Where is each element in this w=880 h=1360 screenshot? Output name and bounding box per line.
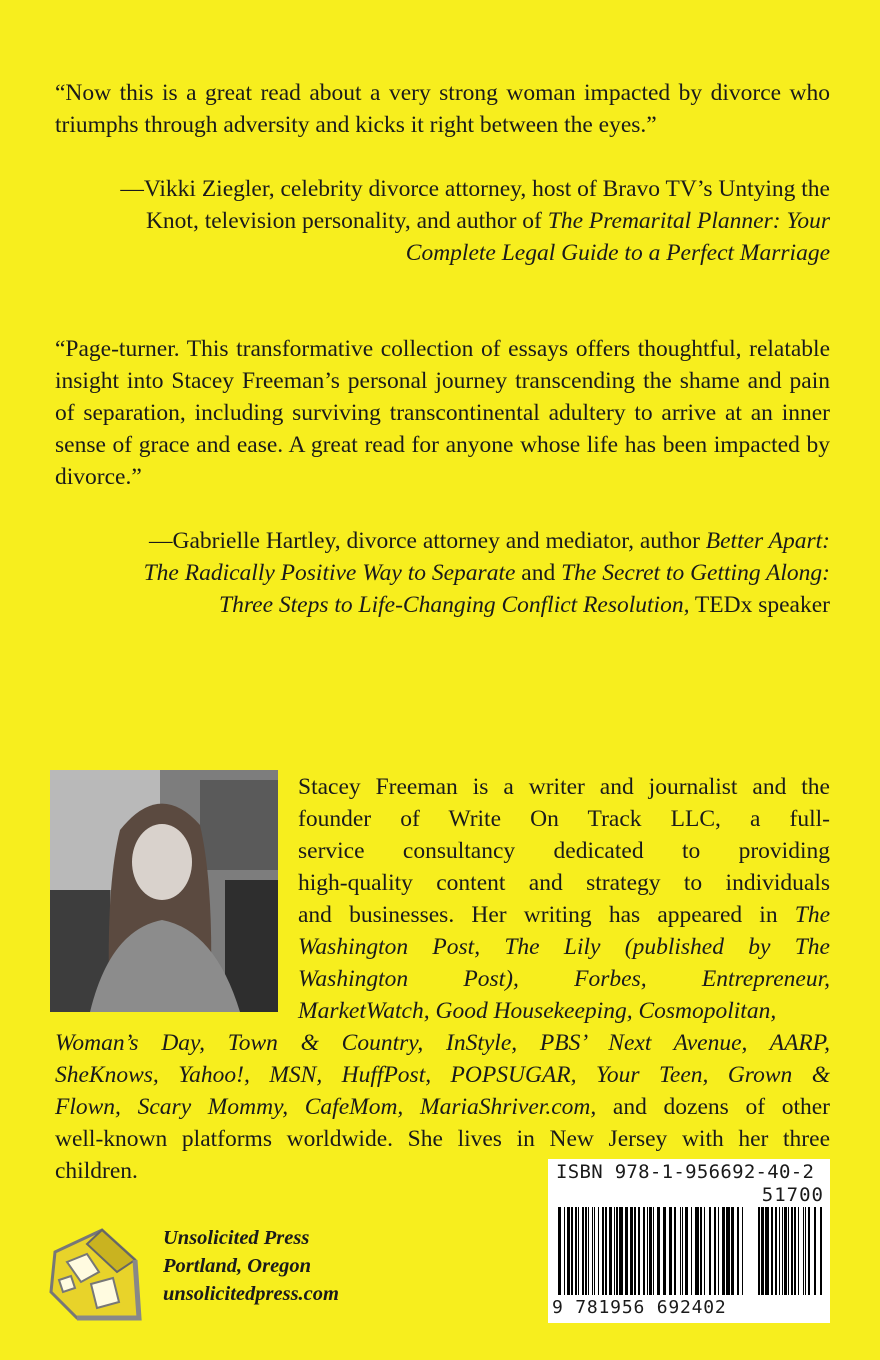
bio-line: Washington Post, The Lily (published by The: [298, 934, 830, 960]
bio-line: Woman’s Day, Town & Country, InStyle, PBS’ Next Avenue, AARP,: [55, 1030, 830, 1056]
barcode-bar: [592, 1207, 593, 1295]
barcode-bar: [731, 1207, 734, 1295]
bio-line: [55, 899, 830, 931]
barcode-bar: [653, 1207, 654, 1295]
barcode-bar: [616, 1207, 618, 1295]
barcode-bar: [805, 1207, 806, 1295]
barcode-bar: [682, 1207, 683, 1295]
attribution-2-line-1: [55, 525, 830, 557]
isbn-barcode: [548, 1159, 830, 1323]
publisher-logo-icon: [47, 1222, 147, 1322]
bio-line: Stacey Freeman is a writer and journalist and the: [298, 774, 830, 800]
attribution-2-and: and: [515, 560, 562, 586]
publisher-name: Unsolicited Press: [163, 1227, 310, 1249]
barcode-bar: [605, 1207, 607, 1295]
bio-publications: Flown, Scary Mommy, CafeMom, MariaShriver.com,: [55, 1094, 597, 1120]
barcode-bar: [722, 1207, 725, 1295]
barcode-bar: [700, 1207, 702, 1295]
bio-line: well-known platforms worldwide. She lives in New Jersey with her three: [55, 1126, 830, 1152]
barcode-bar: [571, 1207, 573, 1295]
barcode-bar: [709, 1207, 711, 1295]
barcode-bar: [788, 1207, 789, 1295]
barcode-bar: [669, 1207, 672, 1295]
barcode-bar: [765, 1207, 769, 1295]
barcode-bar: [585, 1207, 587, 1295]
bio-text: and dozens of other: [596, 1094, 830, 1120]
isbn-number: ISBN 978-1-956692-40-2: [556, 1161, 815, 1183]
barcode-bar: [663, 1207, 666, 1295]
barcode-bar: [657, 1207, 660, 1295]
barcode-bar: [625, 1207, 628, 1295]
barcode-bar: [794, 1207, 796, 1295]
barcode-bar: [685, 1207, 688, 1295]
attribution-2-suffix: TEDx speaker: [689, 592, 830, 618]
barcode-bar: [674, 1207, 676, 1295]
barcode-bar: [798, 1207, 799, 1295]
barcode-bar: [820, 1207, 822, 1295]
publisher-info: [163, 1224, 339, 1308]
barcode-bar: [578, 1207, 579, 1295]
attribution-1-book-title-b: Complete Legal Guide to a Perfect Marriage: [405, 240, 830, 266]
barcode-bar: [718, 1207, 719, 1295]
barcode-bar: [775, 1207, 777, 1295]
barcode-bar: [594, 1207, 595, 1295]
barcode-bar: [714, 1207, 716, 1295]
barcode-bar: [588, 1207, 589, 1295]
barcode-addon-bars: [758, 1207, 824, 1295]
barcode-bar: [803, 1207, 804, 1295]
blurb-quote-2: “Page-turner. This transformative collection of essays offers thoughtful, relatable insight into Stacey Freeman’s personal journey transcending the shame and pain of separation, including surviving transcontinental adultery to arrive at an inner sense of grace and ease. A great read for anyone whose life has been impacted by divorce.”: [55, 336, 830, 490]
barcode-bar: [680, 1207, 681, 1295]
price-code: 51700: [761, 1184, 824, 1206]
barcode-bar: [575, 1207, 577, 1295]
bio-line: SheKnows, Yahoo!, MSN, HuffPost, POPSUGAR, Your Teen, Grown &: [55, 1062, 830, 1088]
bio-line: Washington Post), Forbes, Entrepreneur,: [298, 966, 830, 992]
blurb-quote-1: “Now this is a great read about a very strong woman impacted by divorce who triumphs through adversity and kicks it right between the eyes.”: [55, 80, 830, 138]
barcode-bar: [704, 1207, 705, 1295]
barcode-bar: [814, 1207, 816, 1295]
barcode-bar: [643, 1207, 645, 1295]
barcode-bar: [691, 1207, 692, 1295]
attribution-2-book-title-c: The Secret to Getting Along:: [561, 560, 830, 586]
bio-line: children.: [55, 1158, 138, 1184]
publisher-location: Portland, Oregon: [163, 1255, 312, 1277]
attribution-2-text: —Gabrielle Hartley, divorce attorney and mediator, author: [149, 528, 706, 554]
barcode-bar: [634, 1207, 636, 1295]
barcode-bar: [567, 1207, 570, 1295]
barcode-bar: [619, 1207, 623, 1295]
bio-line: MarketWatch, Good Housekeeping, Cosmopolitan,: [298, 998, 777, 1024]
barcode-bar: [609, 1207, 612, 1295]
barcode-digits: 9 781956 692402: [552, 1297, 727, 1318]
barcode-bar: [726, 1207, 730, 1295]
attribution-1-book-title-a: The Premarital Planner: Your: [547, 208, 830, 234]
barcode-bar: [582, 1207, 584, 1295]
barcode-bar: [808, 1207, 810, 1295]
barcode-bar: [638, 1207, 640, 1295]
bio-line: high-quality content and strategy to individuals: [298, 870, 830, 896]
attribution-2-book-title-b: The Radically Positive Way to Separate: [143, 560, 516, 586]
barcode-bar: [791, 1207, 793, 1295]
bio-text: and businesses. Her writing has appeared in: [298, 902, 795, 928]
attribution-1-line-1: —Vikki Ziegler, celebrity divorce attorney, host of Bravo TV’s Untying the: [120, 176, 830, 202]
barcode-bar: [758, 1207, 760, 1295]
bio-line: service consultancy dedicated to providing: [298, 838, 830, 864]
attribution-2-book-title-a: Better Apart:: [705, 528, 830, 554]
publisher-website: unsolicitedpress.com: [163, 1283, 339, 1305]
attribution-2-line-3: [55, 589, 830, 621]
author-bio: [55, 771, 830, 1187]
barcode-bar: [630, 1207, 633, 1295]
barcode-bar: [564, 1207, 565, 1295]
barcode-bar: [695, 1207, 699, 1295]
attribution-1-text: Knot, television personality, and author of: [145, 208, 548, 234]
barcode-bar: [782, 1207, 783, 1295]
barcode-bar: [647, 1207, 648, 1295]
blurb-attribution-2: [55, 525, 830, 621]
barcode-bar: [598, 1207, 599, 1295]
barcode-bar: [558, 1207, 561, 1295]
barcode-bar: [761, 1207, 764, 1295]
attribution-2-book-title-d: Three Steps to Life-Changing Conflict Resolution,: [219, 592, 690, 618]
barcode-bar: [614, 1207, 615, 1295]
barcode-bar: [649, 1207, 652, 1295]
barcode-bar: [602, 1207, 604, 1295]
barcode-bar: [779, 1207, 780, 1295]
bio-line: founder of Write On Track LLC, a full-: [298, 806, 830, 832]
barcode-bar: [771, 1207, 773, 1295]
barcode-bar: [784, 1207, 787, 1295]
attribution-1-line-2: [55, 205, 830, 237]
barcode-bars: [558, 1207, 748, 1295]
blurb-attribution-1: [55, 173, 830, 269]
attribution-2-line-2: [55, 557, 830, 589]
bio-line: [55, 1091, 830, 1123]
barcode-bar: [742, 1207, 743, 1295]
barcode-bar: [737, 1207, 739, 1295]
bio-publication: The: [794, 902, 830, 928]
